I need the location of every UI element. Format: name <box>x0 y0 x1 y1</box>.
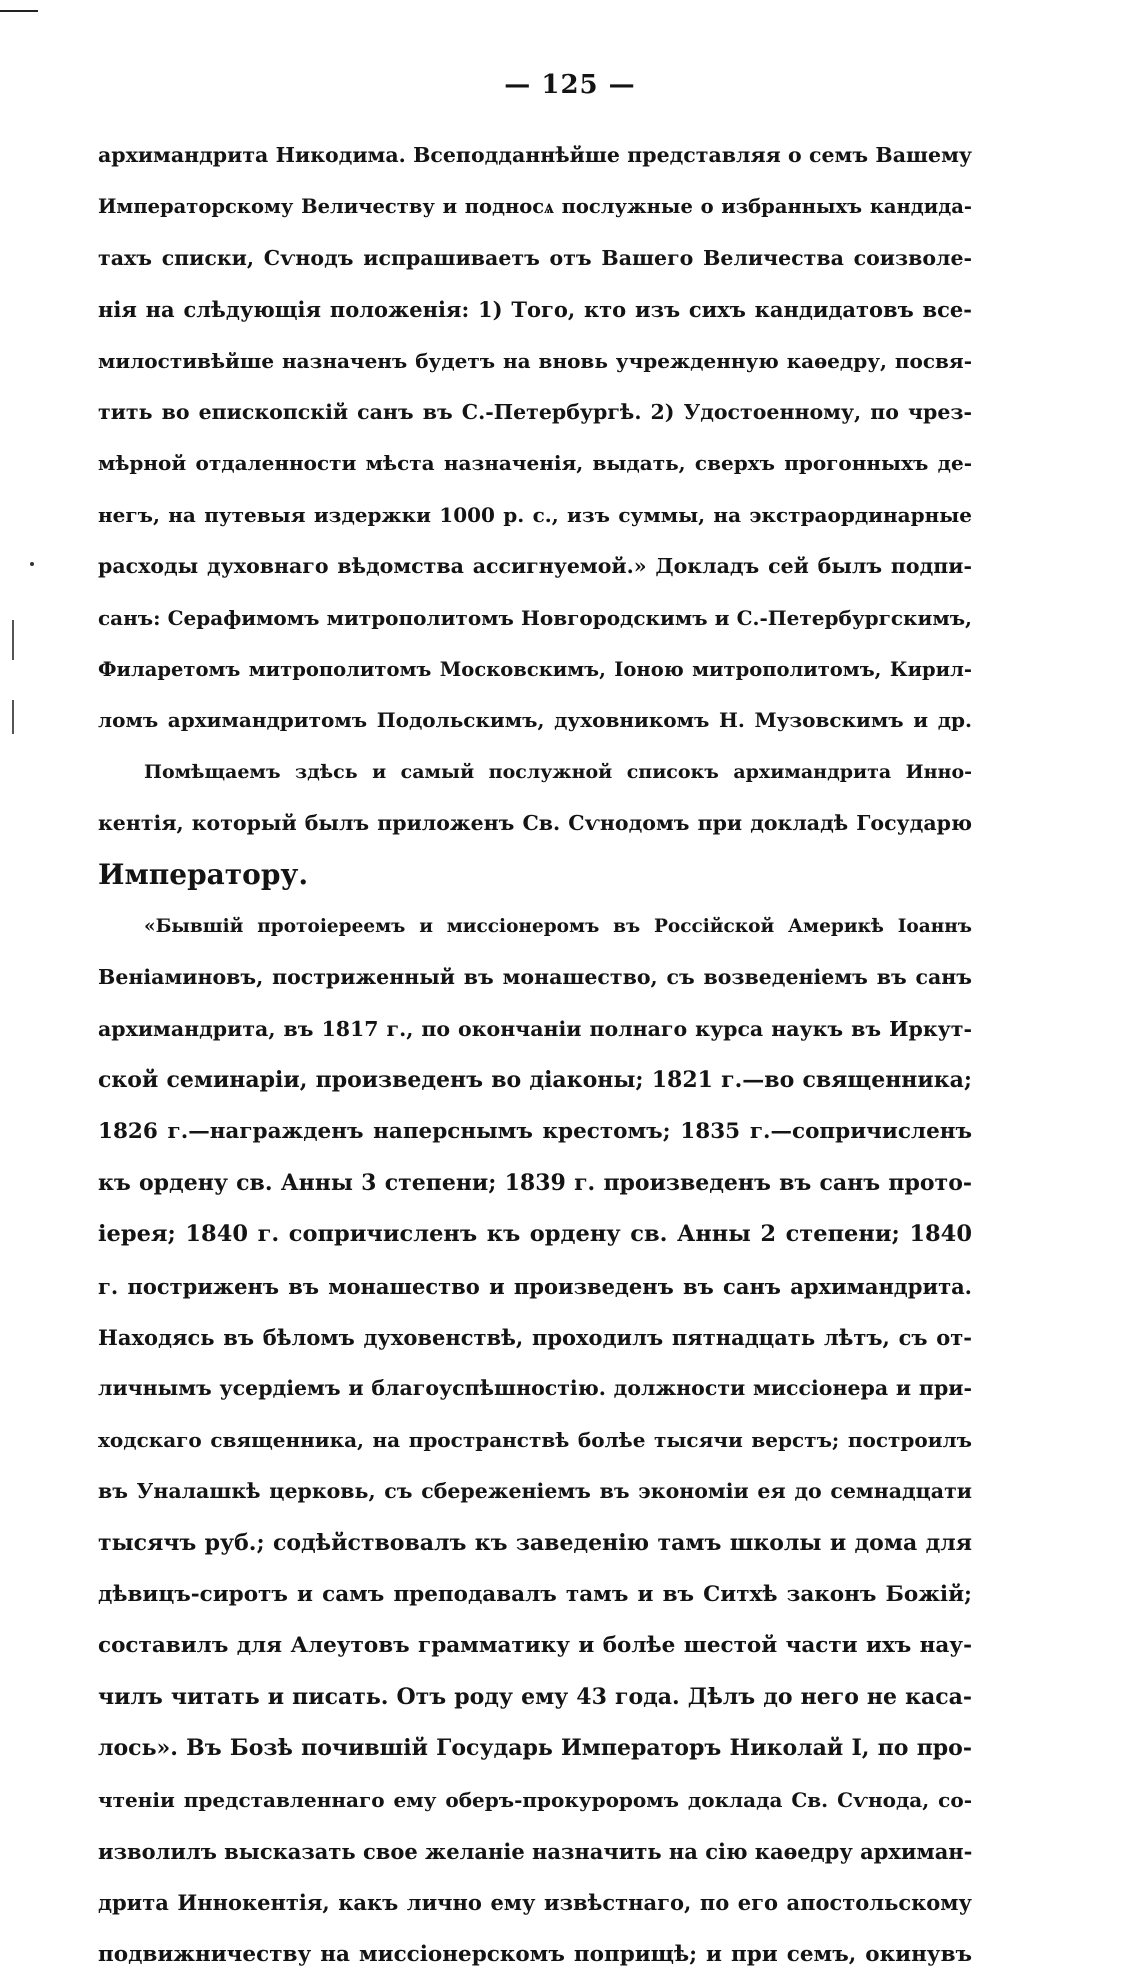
page-number: — 125 — <box>504 70 636 100</box>
text-line: санъ: Серафимомъ митрополитомъ Новгородскимъ и С.-Петербургскимъ, <box>98 605 972 630</box>
text-line: нія на слѣдующія положенія: 1) Того, кто изъ сихъ кандидатовъ все- <box>98 297 972 323</box>
text-line: въ Уналашкѣ церковь, съ сбереженіемъ въ экономіи ея до семнадцати <box>98 1479 972 1504</box>
text-line: ходскаго священника, на пространствѣ болѣе тысячи верстъ; построилъ <box>98 1427 972 1452</box>
text-line: ломъ архимандритомъ Подольскимъ, духовникомъ Н. Музовскимъ и др. <box>98 708 972 733</box>
text-line: Филаретомъ митрополитомъ Московскимъ, Іоною митрополитомъ, Кирил- <box>98 657 972 681</box>
text-line: Императорскому Величеству и подносѧ послужные о избранныхъ кандида- <box>98 195 972 219</box>
margin-dot-mark <box>30 562 34 566</box>
text-line: чтеніи представленнаго ему оберъ-прокуроромъ доклада Св. Сѵнода, со- <box>98 1787 972 1812</box>
text-line: архимандрита Никодима. Всеподданнѣйше представляя о семъ Вашему <box>98 143 972 167</box>
text-line: г. постриженъ въ монашество и произведенъ въ санъ архимандрита. <box>98 1273 972 1299</box>
text-line: личнымъ усердіемъ и благоуспѣшностію. должности миссіонера и при- <box>98 1376 972 1401</box>
text-line: дрита Иннокентія, какъ лично ему извѣстнаго, по его апостольскому <box>98 1890 972 1916</box>
text-line: лось». Въ Бозѣ почившій Государь Императоръ Николай I, по про- <box>98 1735 972 1762</box>
text-line: дѣвицъ-сиротъ и самъ преподавалъ тамъ и въ Ситхѣ законъ Божій; <box>98 1581 972 1607</box>
text-line: архимандрита, въ 1817 г., по окончаніи полнаго курса наукъ въ Иркут- <box>98 1016 972 1041</box>
text-line: расходы духовнаго вѣдомства ассигнуемой.» Докладъ сей былъ подпи- <box>98 554 972 579</box>
body-text <box>98 130 972 1980</box>
text-line: тысячъ руб.; содѣйствовалъ къ заведенію тамъ школы и дома для <box>98 1529 972 1556</box>
text-line: Находясь въ бѣломъ духовенствѣ, проходилъ пятнадцать лѣтъ, съ от- <box>98 1324 972 1350</box>
scan-edge-mark <box>0 10 38 12</box>
margin-rule-mark <box>12 620 14 660</box>
text-line: подвижничеству на миссіонерскомъ поприщѣ; и при семъ, окинувъ <box>98 1941 972 1967</box>
text-line: Помѣщаемъ здѣсь и самый послужной списокъ архимандрита Инно- <box>144 760 972 783</box>
margin-rule-mark <box>12 700 14 734</box>
text-line: Веніаминовъ, постриженный въ монашество, съ возведеніемъ въ санъ <box>98 965 972 990</box>
text-line: тахъ списки, Сѵнодъ испрашиваетъ отъ Вашего Величества соизволе- <box>98 245 972 270</box>
text-line: чилъ читать и писать. Отъ роду ему 43 года. Дѣлъ до него не каса- <box>98 1683 972 1710</box>
text-line: изволилъ высказать свое желаніе назначить на сію каѳедру архиман- <box>98 1838 973 1864</box>
text-line: «Бывшій протоіереемъ и миссіонеромъ въ Россійской Америкѣ Іоаннъ <box>144 915 972 937</box>
text-line: Императору. <box>98 858 309 892</box>
text-line: кентія, который былъ приложенъ Св. Сѵнодомъ при докладѣ Государю <box>98 811 972 836</box>
text-line: милостивѣйше назначенъ будетъ на вновь учрежденную каѳедру, посвя- <box>98 348 972 373</box>
text-line: мѣрной отдаленности мѣста назначенія, выдать, сверхъ прогонныхъ де- <box>98 451 972 476</box>
text-line: ской семинаріи, произведенъ во діаконы; 1821 г.—во священника; <box>98 1067 972 1094</box>
text-line: негъ, на путевыя издержки 1000 р. с., изъ суммы, на экстраординарные <box>98 502 972 527</box>
text-line: къ ордену св. Анны 3 степени; 1839 г. произведенъ въ санъ прото- <box>98 1169 972 1196</box>
text-line: іерея; 1840 г. сопричисленъ къ ордену св. Анны 2 степени; 1840 <box>98 1221 972 1248</box>
text-line: 1826 г.—награжденъ наперснымъ крестомъ; 1835 г.—сопричисленъ <box>98 1119 972 1145</box>
text-line: тить во епископскій санъ въ С.-Петербургѣ. 2) Удостоенному, по чрез- <box>98 399 972 424</box>
text-line: составилъ для Алеутовъ грамматику и болѣе шестой части ихъ нау- <box>98 1633 972 1659</box>
